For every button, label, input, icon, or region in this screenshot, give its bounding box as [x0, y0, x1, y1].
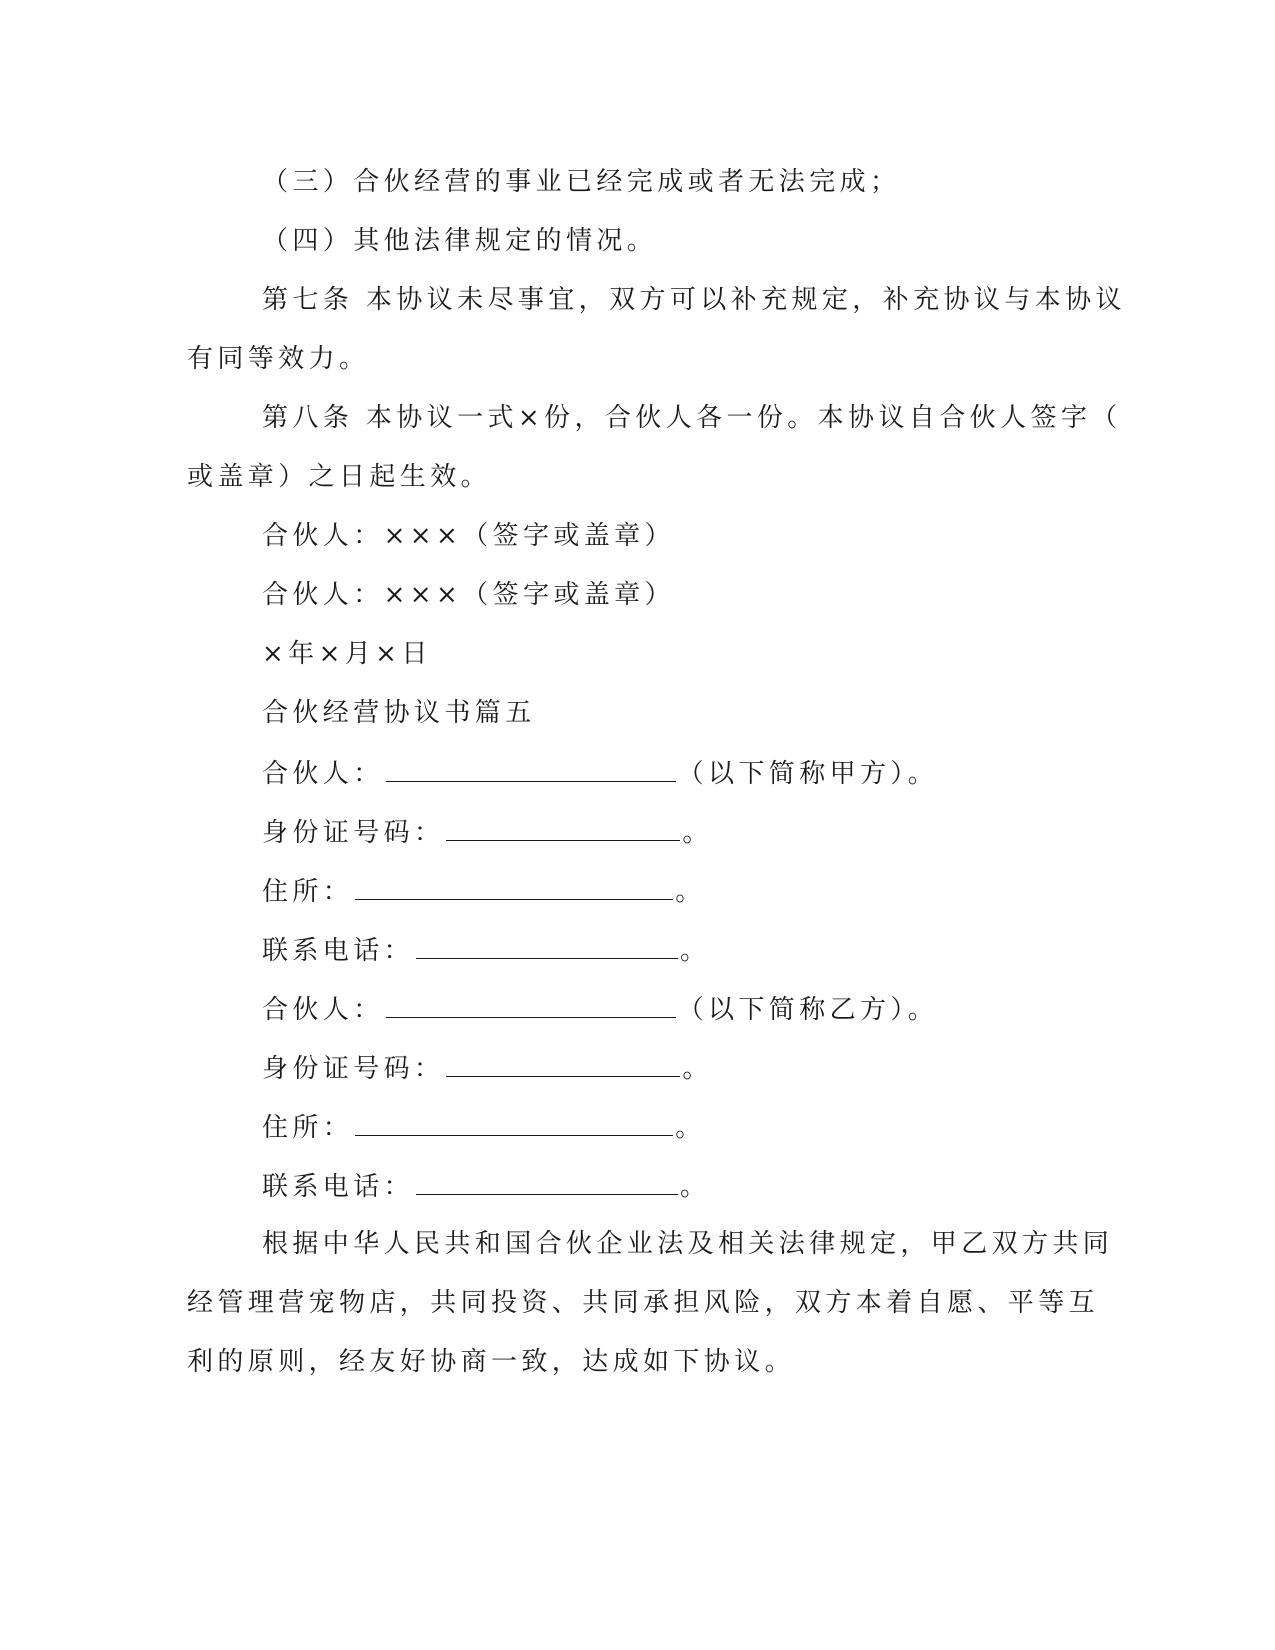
fill-in-blank: [386, 755, 676, 782]
field-suffix: 。: [682, 1054, 713, 1084]
field-label: 身份证号码：: [262, 1054, 445, 1084]
signature-partner-1: 合伙人：×××（签字或盖章）: [262, 521, 675, 551]
article-7-line-2: 有同等效力。: [187, 344, 370, 374]
fill-in-blank: [386, 991, 676, 1018]
field-label: 住所：: [262, 877, 354, 907]
preamble-line-2: 经管理营宠物店，共同投资、共同承担风险，双方本着自愿、平等互: [187, 1288, 1100, 1318]
fill-in-blank: [355, 1109, 673, 1136]
clause-item-4: （四）其他法律规定的情况。: [262, 226, 658, 256]
fill-in-blank: [416, 1168, 678, 1195]
fill-in-blank: [355, 873, 673, 900]
field-label: 联系电话：: [262, 936, 415, 966]
form-field-phone-a: [262, 932, 1162, 968]
form-field-partner-a: [262, 755, 1162, 791]
field-label: 合伙人：: [262, 759, 384, 789]
form-field-id-a: [262, 814, 1162, 850]
field-label: 住所：: [262, 1113, 354, 1143]
field-suffix: 。: [675, 877, 706, 907]
signature-partner-2: 合伙人：×××（签字或盖章）: [262, 580, 675, 610]
fill-in-blank: [416, 932, 678, 959]
field-suffix: 。: [682, 818, 713, 848]
clause-item-3: （三）合伙经营的事业已经完成或者无法完成；: [262, 167, 901, 197]
form-field-address-a: [262, 873, 1162, 909]
article-7-line-1: 第七条 本协议未尽事宜，双方可以补充规定，补充协议与本协议: [262, 285, 1126, 315]
field-label: 合伙人：: [262, 995, 384, 1025]
field-suffix: （以下简称甲方）。: [677, 759, 939, 789]
field-suffix: 。: [680, 1172, 711, 1202]
field-suffix: （以下简称乙方）。: [677, 995, 939, 1025]
preamble-line-1: 根据中华人民共和国合伙企业法及相关法律规定，甲乙双方共同: [262, 1229, 1114, 1259]
signature-date: ×年×月×日: [262, 639, 432, 669]
form-field-address-b: [262, 1109, 1162, 1145]
field-suffix: 。: [675, 1113, 706, 1143]
form-field-phone-b: [262, 1168, 1162, 1204]
field-label: 联系电话：: [262, 1172, 415, 1202]
fill-in-blank: [446, 1050, 680, 1077]
article-8-line-1: 第八条 本协议一式×份，合伙人各一份。本协议自合伙人签字（: [262, 403, 1122, 433]
form-field-id-b: [262, 1050, 1162, 1086]
field-suffix: 。: [680, 936, 711, 966]
fill-in-blank: [446, 814, 680, 841]
form-field-partner-b: [262, 991, 1162, 1027]
section-heading: 合伙经营协议书篇五: [262, 698, 536, 728]
article-8-line-2: 或盖章）之日起生效。: [187, 462, 492, 492]
preamble-line-3: 利的原则，经友好协商一致，达成如下协议。: [187, 1347, 796, 1377]
field-label: 身份证号码：: [262, 818, 445, 848]
